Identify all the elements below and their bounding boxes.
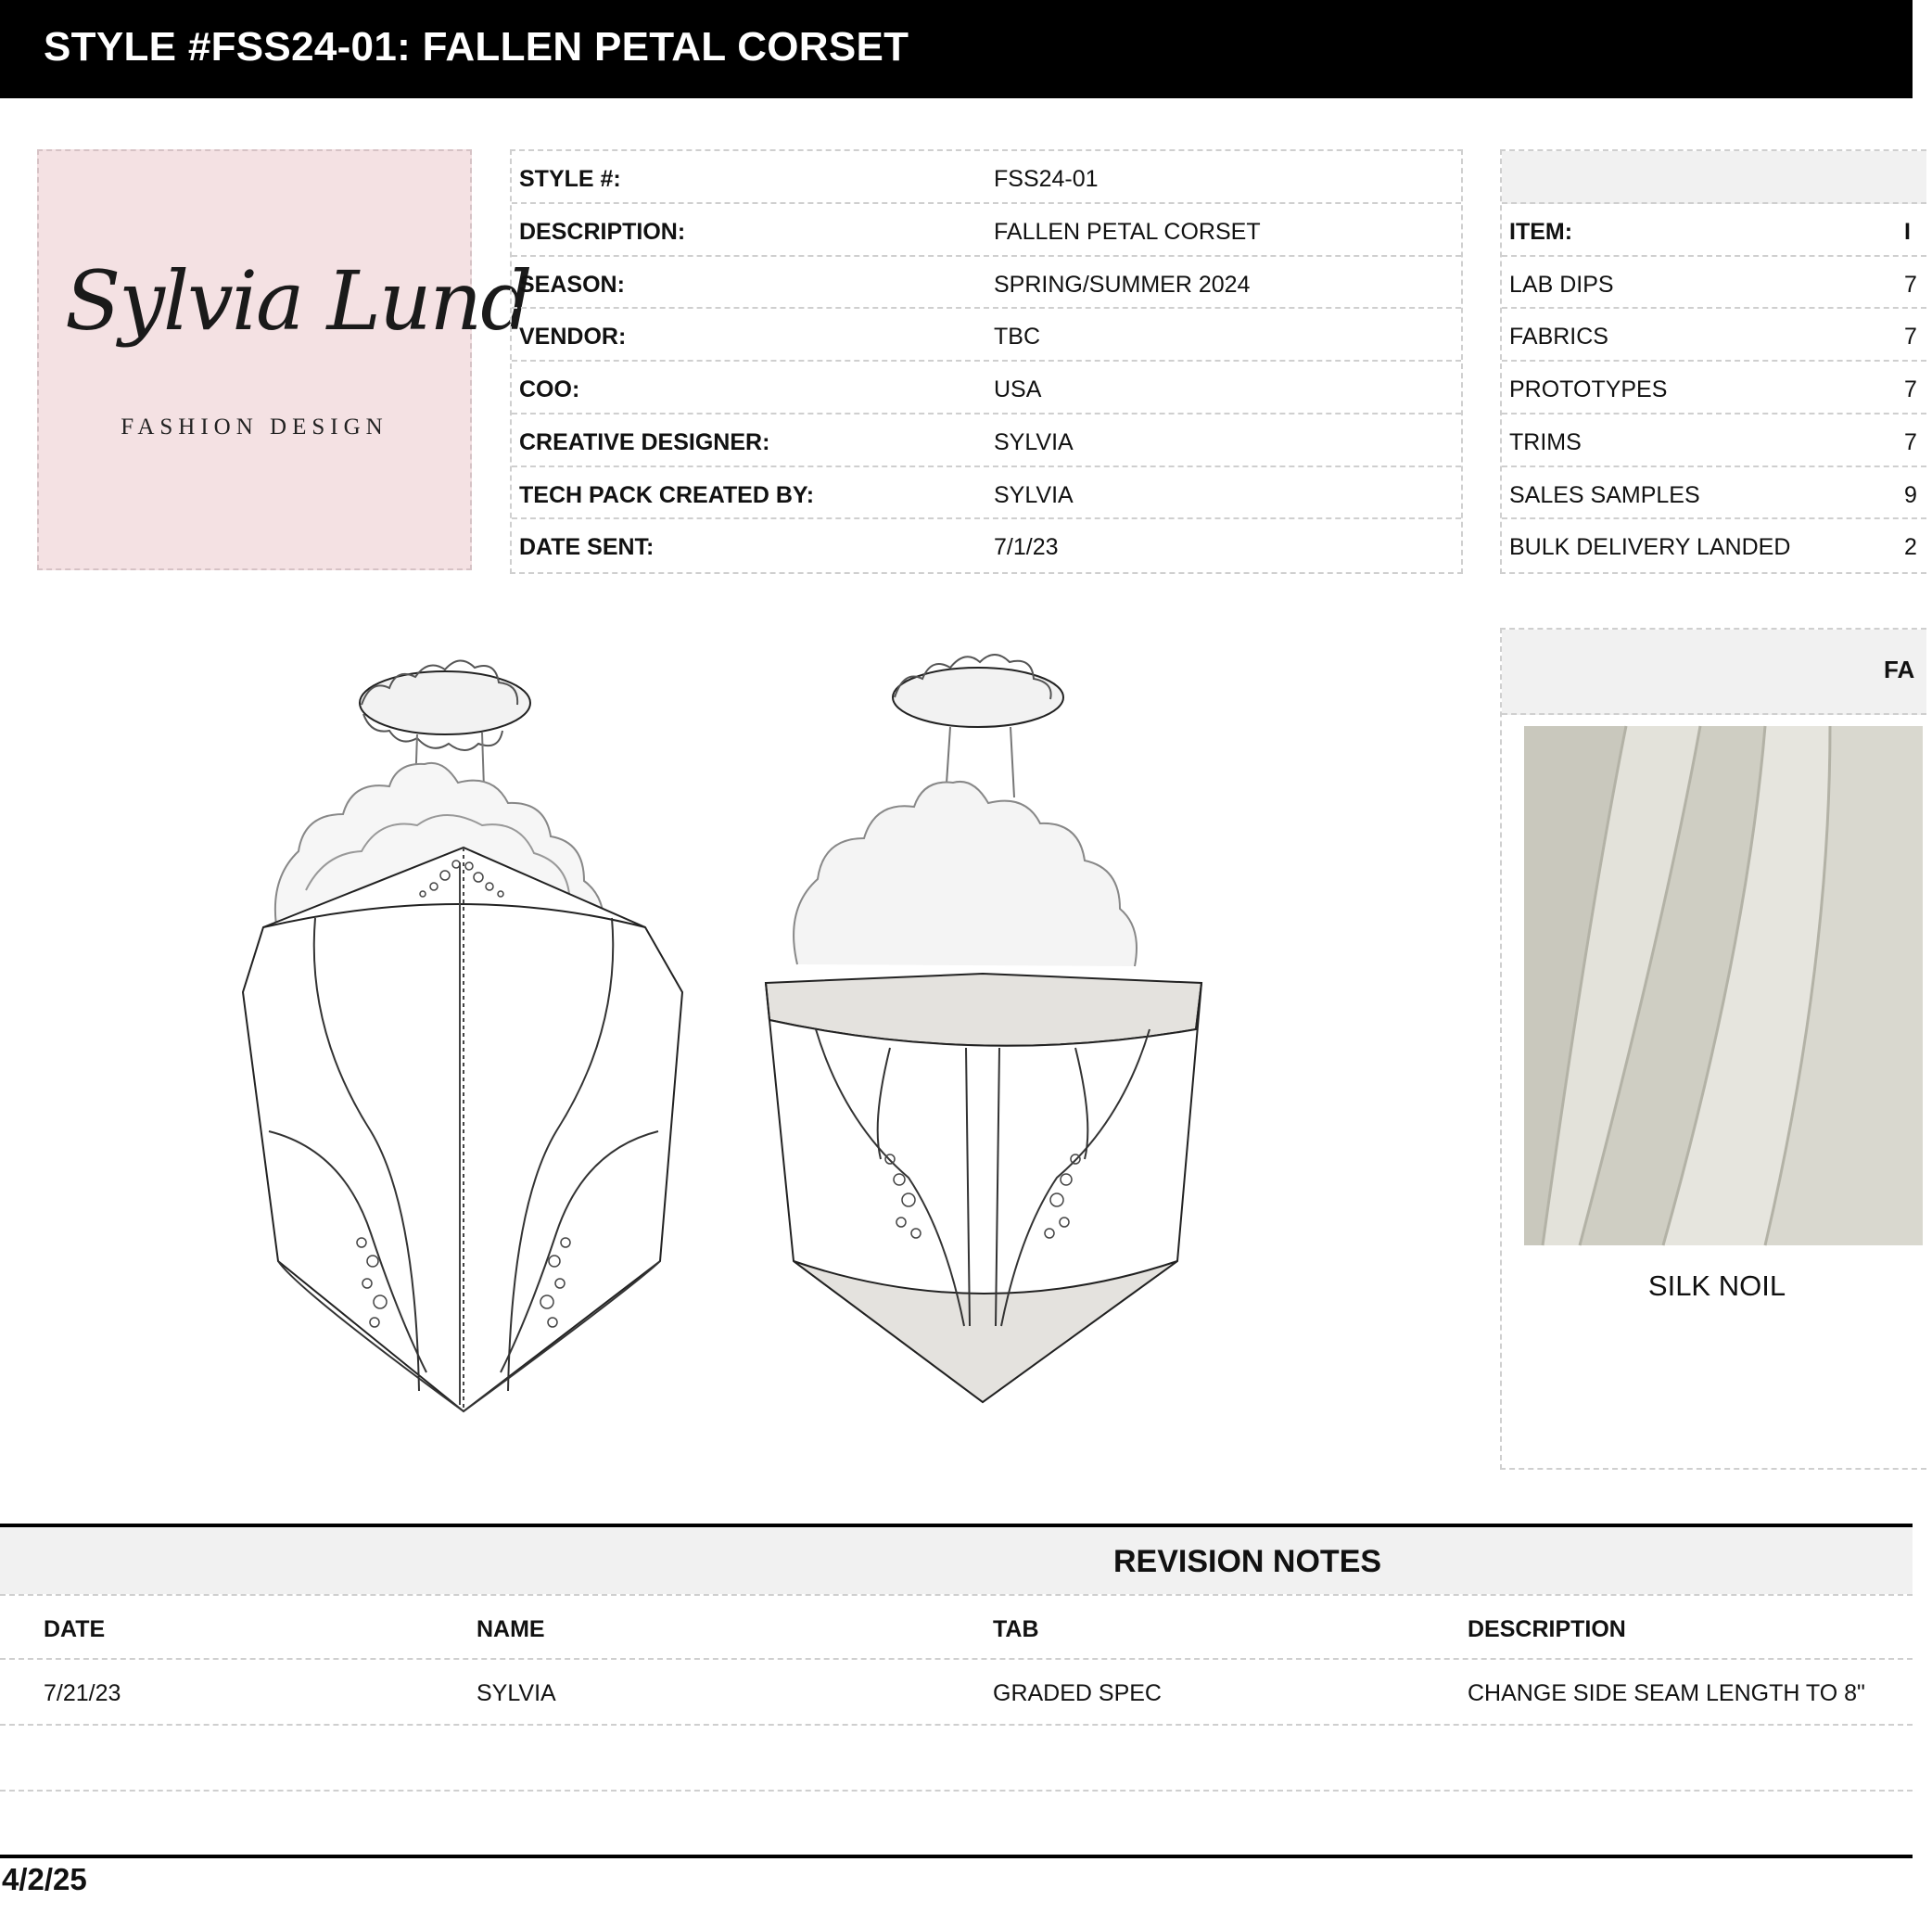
info-label: DATE SENT: bbox=[519, 534, 655, 561]
info-row bbox=[512, 414, 1461, 467]
milestone-value: 7 bbox=[1904, 271, 1917, 298]
info-row bbox=[512, 519, 1461, 572]
milestone-label: BULK DELIVERY LANDED bbox=[1509, 534, 1791, 561]
milestone-row bbox=[1502, 519, 1926, 572]
page-title: STYLE #FSS24-01: FALLEN PETAL CORSET bbox=[44, 24, 909, 70]
revision-notes-title: REVISION NOTES bbox=[1113, 1544, 1382, 1579]
milestone-header bbox=[1502, 151, 1926, 204]
logo-subtitle: FASHION DESIGN bbox=[121, 414, 388, 440]
milestone-value: 7 bbox=[1904, 376, 1917, 402]
column-header-tab: TAB bbox=[993, 1616, 1039, 1642]
milestone-value: 2 bbox=[1904, 534, 1917, 561]
milestone-label: TRIMS bbox=[1509, 428, 1582, 455]
milestone-item-header: ITEM: bbox=[1509, 218, 1573, 245]
logo-script-text: Sylvia Lund bbox=[65, 253, 531, 349]
info-value: SYLVIA bbox=[994, 481, 1074, 508]
revision-name: SYLVIA bbox=[477, 1680, 556, 1706]
table-row bbox=[0, 1726, 1913, 1792]
milestone-row bbox=[1502, 204, 1926, 257]
front-flat-sketch bbox=[232, 631, 695, 1419]
info-row bbox=[512, 257, 1461, 310]
info-label: SEASON: bbox=[519, 271, 625, 298]
info-value: TBC bbox=[994, 324, 1040, 351]
revision-notes-columns bbox=[0, 1594, 1913, 1660]
info-label: STYLE #: bbox=[519, 166, 621, 192]
revision-date: 7/21/23 bbox=[44, 1680, 121, 1706]
info-label: TECH PACK CREATED BY: bbox=[519, 481, 815, 508]
milestone-value: 7 bbox=[1904, 428, 1917, 455]
fabric-panel bbox=[1500, 628, 1926, 1470]
info-label: DESCRIPTION: bbox=[519, 218, 686, 245]
info-label: COO: bbox=[519, 376, 580, 402]
table-row bbox=[0, 1792, 1913, 1855]
milestone-value-header: I bbox=[1904, 218, 1911, 245]
info-value: USA bbox=[994, 376, 1042, 402]
info-value: FSS24-01 bbox=[994, 166, 1099, 192]
column-header-name: NAME bbox=[477, 1616, 545, 1642]
milestone-value: 7 bbox=[1904, 324, 1917, 351]
column-header-date: DATE bbox=[44, 1616, 106, 1642]
info-value: SYLVIA bbox=[994, 428, 1074, 455]
milestone-row bbox=[1502, 414, 1926, 467]
fabric-name: SILK NOIL bbox=[1647, 1269, 1786, 1302]
info-value: SPRING/SUMMER 2024 bbox=[994, 271, 1251, 298]
info-value: FALLEN PETAL CORSET bbox=[994, 218, 1261, 245]
milestone-label: PROTOTYPES bbox=[1509, 376, 1668, 402]
info-value: 7/1/23 bbox=[994, 534, 1059, 561]
fabric-header bbox=[1502, 630, 1926, 715]
milestone-row bbox=[1502, 309, 1926, 362]
info-label: CREATIVE DESIGNER: bbox=[519, 428, 770, 455]
brand-logo bbox=[37, 149, 531, 570]
milestone-label: LAB DIPS bbox=[1509, 271, 1614, 298]
footer-date: 4/2/25 bbox=[2, 1862, 87, 1896]
back-flat-sketch bbox=[742, 631, 1242, 1419]
style-info-table bbox=[510, 149, 1463, 574]
column-header-description: DESCRIPTION bbox=[1468, 1616, 1626, 1642]
milestone-table bbox=[1500, 149, 1926, 574]
fabric-header-title: FA bbox=[1884, 656, 1915, 683]
footer-divider bbox=[0, 1855, 1913, 1858]
revision-description: CHANGE SIDE SEAM LENGTH TO 8" bbox=[1468, 1680, 1865, 1706]
milestone-value: 9 bbox=[1904, 481, 1917, 508]
fabric-swatch-image bbox=[1524, 726, 1923, 1245]
title-bar bbox=[0, 0, 1913, 98]
milestone-row bbox=[1502, 467, 1926, 520]
info-row bbox=[512, 204, 1461, 257]
revision-tab: GRADED SPEC bbox=[993, 1680, 1162, 1706]
info-row bbox=[512, 151, 1461, 204]
info-row bbox=[512, 362, 1461, 414]
info-row bbox=[512, 467, 1461, 520]
table-row bbox=[0, 1660, 1913, 1726]
revision-notes-header bbox=[0, 1527, 1913, 1594]
milestone-label: FABRICS bbox=[1509, 324, 1608, 351]
info-label: VENDOR: bbox=[519, 324, 627, 351]
milestone-label: SALES SAMPLES bbox=[1509, 481, 1700, 508]
info-row bbox=[512, 309, 1461, 362]
milestone-row bbox=[1502, 257, 1926, 310]
milestone-row bbox=[1502, 362, 1926, 414]
